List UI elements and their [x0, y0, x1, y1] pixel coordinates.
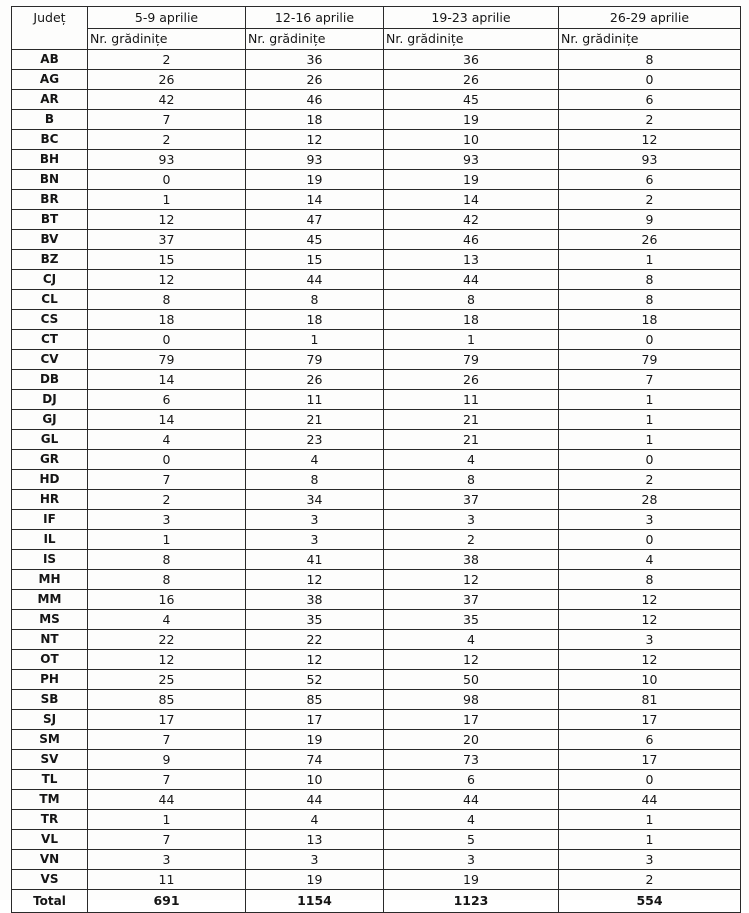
- county-code: BC: [12, 130, 88, 150]
- subheader-row: [12, 29, 741, 50]
- kindergarten-count: 0: [559, 330, 741, 350]
- kindergarten-count: 74: [246, 750, 384, 770]
- kindergarten-count: 20: [384, 730, 559, 750]
- kindergarten-count: 12: [88, 650, 246, 670]
- kindergarten-count: 3: [559, 850, 741, 870]
- county-code: HR: [12, 490, 88, 510]
- kindergarten-count: 3: [88, 510, 246, 530]
- kindergarten-count: 5: [384, 830, 559, 850]
- kindergarten-count: 7: [88, 110, 246, 130]
- kindergarten-count: 38: [246, 590, 384, 610]
- county-code: MH: [12, 570, 88, 590]
- kindergarten-count: 8: [88, 550, 246, 570]
- kindergarten-count: 38: [384, 550, 559, 570]
- county-code: CJ: [12, 270, 88, 290]
- kindergarten-count: 7: [88, 830, 246, 850]
- table-row: [12, 410, 741, 430]
- county-code: IL: [12, 530, 88, 550]
- county-code: SB: [12, 690, 88, 710]
- kindergarten-count: 12: [246, 650, 384, 670]
- county-code: SV: [12, 750, 88, 770]
- table-row: [12, 310, 741, 330]
- kindergarten-count: 1: [246, 330, 384, 350]
- kindergarten-count: 44: [384, 790, 559, 810]
- table-row: [12, 850, 741, 870]
- table-row: [12, 770, 741, 790]
- table-row: [12, 490, 741, 510]
- kindergarten-count: 22: [246, 630, 384, 650]
- kindergarten-count: 2: [88, 490, 246, 510]
- kindergarten-count: 12: [384, 650, 559, 670]
- kindergarten-count: 7: [88, 730, 246, 750]
- kindergarten-count: 46: [384, 230, 559, 250]
- table-row: [12, 650, 741, 670]
- kindergarten-count: 17: [559, 710, 741, 730]
- table-row: [12, 330, 741, 350]
- kindergarten-count: 10: [559, 670, 741, 690]
- county-code: SJ: [12, 710, 88, 730]
- kindergarten-count: 36: [384, 50, 559, 70]
- kindergarten-count: 41: [246, 550, 384, 570]
- kindergarten-count: 21: [384, 410, 559, 430]
- kindergarten-count: 52: [246, 670, 384, 690]
- kindergarten-count: 14: [246, 190, 384, 210]
- kindergarten-count: 14: [88, 410, 246, 430]
- kindergarten-count: 2: [559, 190, 741, 210]
- count-subheader: Nr. grădinițe: [88, 29, 246, 50]
- kindergarten-count: 85: [246, 690, 384, 710]
- kindergarten-count: 2: [559, 870, 741, 890]
- kindergarten-count: 4: [559, 550, 741, 570]
- kindergarten-count: 7: [559, 370, 741, 390]
- kindergarten-count: 11: [246, 390, 384, 410]
- table-row: [12, 170, 741, 190]
- period-header: 12-16 aprilie: [246, 7, 384, 29]
- kindergarten-count: 73: [384, 750, 559, 770]
- county-code: GR: [12, 450, 88, 470]
- kindergarten-count: 17: [384, 710, 559, 730]
- kindergarten-count: 6: [559, 90, 741, 110]
- kindergarten-count: 28: [559, 490, 741, 510]
- county-code: TL: [12, 770, 88, 790]
- kindergarten-count: 4: [88, 430, 246, 450]
- county-code: B: [12, 110, 88, 130]
- kindergarten-count: 36: [246, 50, 384, 70]
- kindergarten-count: 18: [384, 310, 559, 330]
- kindergarten-count: 3: [384, 850, 559, 870]
- table-row: [12, 610, 741, 630]
- kindergarten-count: 3: [384, 510, 559, 530]
- table-row: [12, 190, 741, 210]
- county-code: NT: [12, 630, 88, 650]
- kindergarten-count: 2: [384, 530, 559, 550]
- kindergarten-count: 3: [88, 850, 246, 870]
- county-code: BR: [12, 190, 88, 210]
- kindergarten-count: 37: [384, 590, 559, 610]
- county-code: OT: [12, 650, 88, 670]
- table-row: [12, 210, 741, 230]
- kindergarten-count: 8: [559, 50, 741, 70]
- kindergarten-count: 1: [559, 830, 741, 850]
- count-subheader: Nr. grădinițe: [559, 29, 741, 50]
- county-code: IS: [12, 550, 88, 570]
- kindergarten-count: 98: [384, 690, 559, 710]
- county-code: BN: [12, 170, 88, 190]
- table-row: [12, 430, 741, 450]
- kindergarten-count: 1: [559, 250, 741, 270]
- table-row: [12, 390, 741, 410]
- kindergarten-count: 4: [384, 630, 559, 650]
- total-value: 1154: [246, 890, 384, 913]
- table-row: [12, 630, 741, 650]
- kindergarten-count: 8: [384, 290, 559, 310]
- kindergarten-count: 42: [384, 210, 559, 230]
- kindergarten-count: 12: [88, 270, 246, 290]
- kindergarten-count: 7: [88, 470, 246, 490]
- table-row: [12, 150, 741, 170]
- table-row: [12, 50, 741, 70]
- count-subheader: Nr. grădinițe: [246, 29, 384, 50]
- kindergarten-count: 26: [88, 70, 246, 90]
- table-row: [12, 470, 741, 490]
- county-header: Județ: [12, 7, 88, 50]
- table-row: [12, 530, 741, 550]
- table-row: [12, 550, 741, 570]
- county-code: BT: [12, 210, 88, 230]
- kindergarten-count: 44: [384, 270, 559, 290]
- total-value: 1123: [384, 890, 559, 913]
- kindergarten-count: 12: [559, 610, 741, 630]
- kindergarten-count: 81: [559, 690, 741, 710]
- kindergarten-count: 10: [384, 130, 559, 150]
- county-code: HD: [12, 470, 88, 490]
- kindergarten-count: 1: [559, 430, 741, 450]
- county-code: GJ: [12, 410, 88, 430]
- count-subheader: Nr. grădinițe: [384, 29, 559, 50]
- table-row: [12, 590, 741, 610]
- kindergarten-count: 17: [246, 710, 384, 730]
- kindergarten-count: 21: [384, 430, 559, 450]
- kindergarten-count: 37: [88, 230, 246, 250]
- kindergarten-count: 79: [246, 350, 384, 370]
- table-row: [12, 270, 741, 290]
- table-row: [12, 570, 741, 590]
- kindergarten-count: 8: [246, 470, 384, 490]
- kindergarten-count: 3: [559, 510, 741, 530]
- kindergarten-count: 44: [246, 790, 384, 810]
- kindergarten-count: 6: [88, 390, 246, 410]
- kindergarten-count: 23: [246, 430, 384, 450]
- kindergarten-count: 19: [246, 170, 384, 190]
- period-header: 26-29 aprilie: [559, 7, 741, 29]
- kindergarten-count: 8: [559, 270, 741, 290]
- kindergarten-count: 11: [384, 390, 559, 410]
- kindergarten-count: 9: [559, 210, 741, 230]
- county-code: VN: [12, 850, 88, 870]
- table-row: [12, 810, 741, 830]
- period-header: 5-9 aprilie: [88, 7, 246, 29]
- kindergarten-count: 2: [559, 470, 741, 490]
- kindergarten-count: 2: [88, 50, 246, 70]
- total-label: Total: [12, 890, 88, 913]
- kindergarten-count: 46: [246, 90, 384, 110]
- kindergarten-count: 14: [384, 190, 559, 210]
- table-row: [12, 690, 741, 710]
- kindergarten-count: 21: [246, 410, 384, 430]
- county-code: VL: [12, 830, 88, 850]
- kindergarten-count: 35: [384, 610, 559, 630]
- kindergarten-count: 6: [559, 170, 741, 190]
- kindergarten-count: 12: [559, 130, 741, 150]
- kindergarten-count: 1: [559, 410, 741, 430]
- county-code: TR: [12, 810, 88, 830]
- table-row: [12, 250, 741, 270]
- county-code: DB: [12, 370, 88, 390]
- kindergarten-count: 13: [246, 830, 384, 850]
- kindergarten-count: 93: [559, 150, 741, 170]
- county-code: CV: [12, 350, 88, 370]
- kindergarten-count: 0: [88, 450, 246, 470]
- kindergarten-count: 1: [88, 810, 246, 830]
- county-code: BV: [12, 230, 88, 250]
- kindergarten-count: 93: [246, 150, 384, 170]
- county-code: PH: [12, 670, 88, 690]
- kindergarten-count: 79: [384, 350, 559, 370]
- kindergarten-count: 26: [384, 70, 559, 90]
- kindergarten-count: 12: [88, 210, 246, 230]
- table-row: [12, 350, 741, 370]
- kindergarten-count: 45: [246, 230, 384, 250]
- kindergarten-count: 25: [88, 670, 246, 690]
- total-row: [12, 890, 741, 913]
- table-row: [12, 450, 741, 470]
- kindergarten-count: 12: [559, 650, 741, 670]
- kindergarten-count: 35: [246, 610, 384, 630]
- county-code: AG: [12, 70, 88, 90]
- table-row: [12, 750, 741, 770]
- county-code: CL: [12, 290, 88, 310]
- kindergarten-count: 42: [88, 90, 246, 110]
- table-row: [12, 710, 741, 730]
- kindergarten-count: 79: [559, 350, 741, 370]
- kindergarten-count: 11: [88, 870, 246, 890]
- county-code: BZ: [12, 250, 88, 270]
- county-code: CT: [12, 330, 88, 350]
- kindergarten-count: 18: [559, 310, 741, 330]
- kindergarten-count: 8: [88, 570, 246, 590]
- county-code: AR: [12, 90, 88, 110]
- table-row: [12, 90, 741, 110]
- kindergarten-count: 26: [246, 70, 384, 90]
- kindergarten-count: 19: [384, 870, 559, 890]
- kindergarten-count: 16: [88, 590, 246, 610]
- kindergarten-count: 3: [246, 850, 384, 870]
- kindergarten-count: 9: [88, 750, 246, 770]
- kindergarten-count: 22: [88, 630, 246, 650]
- table-row: [12, 230, 741, 250]
- kindergarten-count: 4: [88, 610, 246, 630]
- kindergarten-count: 26: [559, 230, 741, 250]
- kindergarten-count: 2: [559, 110, 741, 130]
- county-code: VS: [12, 870, 88, 890]
- kindergarten-count: 1: [88, 190, 246, 210]
- kindergarten-count: 1: [559, 390, 741, 410]
- kindergarten-count: 93: [384, 150, 559, 170]
- county-code: MM: [12, 590, 88, 610]
- kindergarten-count: 3: [559, 630, 741, 650]
- kindergarten-count: 17: [559, 750, 741, 770]
- kindergarten-count: 18: [246, 110, 384, 130]
- kindergarten-count: 0: [88, 330, 246, 350]
- table-row: [12, 790, 741, 810]
- county-code: AB: [12, 50, 88, 70]
- period-header-row: [12, 7, 741, 29]
- table-row: [12, 370, 741, 390]
- kindergarten-count: 44: [88, 790, 246, 810]
- kindergarten-count: 19: [384, 170, 559, 190]
- table-row: [12, 830, 741, 850]
- total-value: 554: [559, 890, 741, 913]
- table-row: [12, 510, 741, 530]
- table-row: [12, 70, 741, 90]
- kindergartens-table: [11, 6, 741, 913]
- kindergarten-count: 45: [384, 90, 559, 110]
- kindergarten-count: 0: [559, 770, 741, 790]
- kindergarten-count: 6: [559, 730, 741, 750]
- kindergarten-count: 2: [88, 130, 246, 150]
- table-row: [12, 670, 741, 690]
- kindergarten-count: 1: [384, 330, 559, 350]
- county-code: TM: [12, 790, 88, 810]
- table-body: [12, 50, 741, 890]
- kindergarten-count: 15: [88, 250, 246, 270]
- kindergarten-count: 0: [88, 170, 246, 190]
- kindergarten-count: 4: [384, 810, 559, 830]
- kindergarten-count: 0: [559, 530, 741, 550]
- kindergarten-count: 0: [559, 450, 741, 470]
- kindergarten-count: 34: [246, 490, 384, 510]
- kindergarten-count: 44: [246, 270, 384, 290]
- kindergarten-count: 85: [88, 690, 246, 710]
- kindergarten-count: 8: [88, 290, 246, 310]
- kindergarten-count: 26: [246, 370, 384, 390]
- kindergarten-count: 4: [246, 450, 384, 470]
- kindergarten-count: 18: [88, 310, 246, 330]
- kindergarten-count: 12: [559, 590, 741, 610]
- kindergarten-count: 8: [559, 290, 741, 310]
- kindergarten-count: 26: [384, 370, 559, 390]
- kindergarten-count: 18: [246, 310, 384, 330]
- county-code: SM: [12, 730, 88, 750]
- kindergarten-count: 12: [384, 570, 559, 590]
- total-value: 691: [88, 890, 246, 913]
- kindergarten-count: 8: [246, 290, 384, 310]
- kindergarten-count: 4: [246, 810, 384, 830]
- kindergarten-count: 7: [88, 770, 246, 790]
- kindergarten-count: 0: [559, 70, 741, 90]
- period-header: 19-23 aprilie: [384, 7, 559, 29]
- table-row: [12, 110, 741, 130]
- kindergarten-count: 50: [384, 670, 559, 690]
- kindergarten-count: 14: [88, 370, 246, 390]
- county-code: GL: [12, 430, 88, 450]
- kindergarten-count: 13: [384, 250, 559, 270]
- kindergarten-count: 6: [384, 770, 559, 790]
- kindergarten-count: 47: [246, 210, 384, 230]
- kindergarten-count: 37: [384, 490, 559, 510]
- county-code: MS: [12, 610, 88, 630]
- county-code: IF: [12, 510, 88, 530]
- kindergarten-count: 19: [246, 730, 384, 750]
- kindergarten-count: 3: [246, 510, 384, 530]
- kindergarten-count: 12: [246, 570, 384, 590]
- county-code: BH: [12, 150, 88, 170]
- kindergarten-count: 17: [88, 710, 246, 730]
- table-row: [12, 870, 741, 890]
- kindergarten-count: 15: [246, 250, 384, 270]
- kindergarten-count: 19: [384, 110, 559, 130]
- kindergarten-count: 4: [384, 450, 559, 470]
- kindergarten-count: 1: [88, 530, 246, 550]
- county-code: DJ: [12, 390, 88, 410]
- kindergarten-count: 8: [559, 570, 741, 590]
- county-code: CS: [12, 310, 88, 330]
- kindergarten-count: 19: [246, 870, 384, 890]
- kindergarten-count: 12: [246, 130, 384, 150]
- kindergarten-count: 10: [246, 770, 384, 790]
- kindergarten-count: 93: [88, 150, 246, 170]
- kindergarten-count: 8: [384, 470, 559, 490]
- table-row: [12, 730, 741, 750]
- table-row: [12, 130, 741, 150]
- kindergarten-count: 1: [559, 810, 741, 830]
- kindergarten-count: 79: [88, 350, 246, 370]
- kindergarten-count: 44: [559, 790, 741, 810]
- kindergarten-count: 3: [246, 530, 384, 550]
- table-row: [12, 290, 741, 310]
